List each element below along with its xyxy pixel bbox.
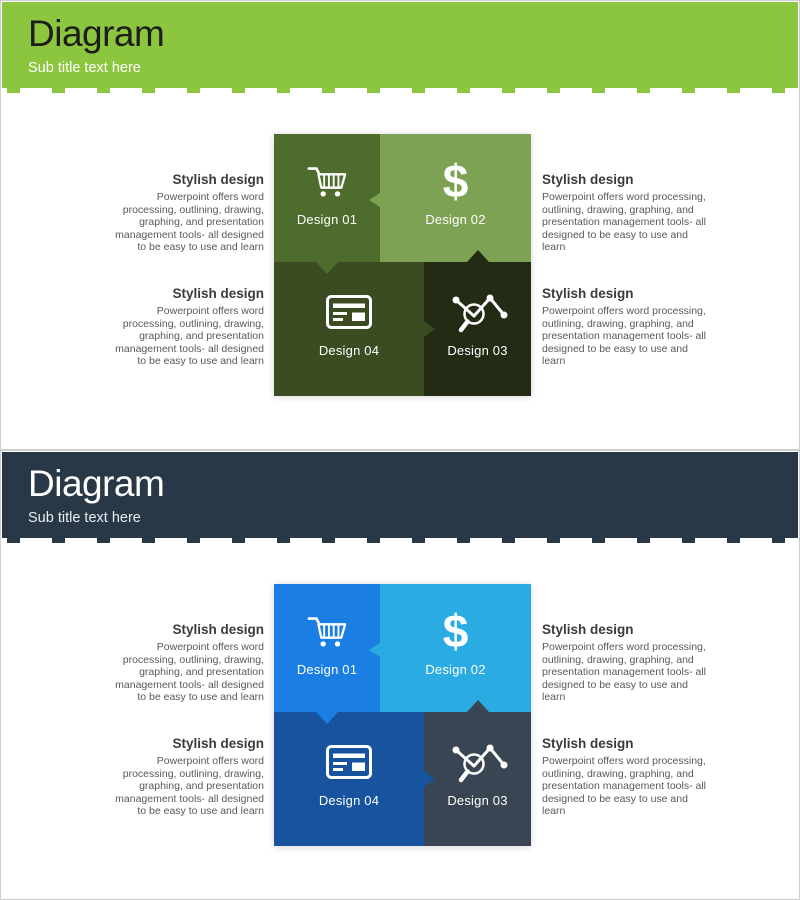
dollar-glyph: $ xyxy=(442,604,469,657)
slide-header xyxy=(2,452,798,538)
text-block-body: Powerpoint offers word processing, outlining, drawing, graphing, and presentation management tools- all designed to be easy to use and learn xyxy=(115,755,264,817)
text-block-body: Powerpoint offers word processing, outlining, drawing, graphing, and presentation management tools- all designed to be easy to use and learn xyxy=(542,305,707,367)
text-block-body: Powerpoint offers word processing, outlining, drawing, graphing, and presentation management tools- all designed to be easy to use and learn xyxy=(542,641,707,703)
grid-cell-design-02 xyxy=(380,584,531,712)
grid-cell-design-03 xyxy=(424,712,531,846)
grid-cell-design-01 xyxy=(274,134,380,262)
text-block-body: Powerpoint offers word processing, outlining, drawing, graphing, and presentation management tools- all designed to be easy to use and learn xyxy=(115,641,264,703)
text-block-heading: Stylish design xyxy=(542,286,634,301)
cell-label: Design 03 xyxy=(447,342,508,358)
page-subtitle: Sub title text here xyxy=(28,59,141,76)
cell-label: Design 03 xyxy=(447,792,508,808)
text-block-bottom-left xyxy=(106,286,264,368)
dollar-sign-icon xyxy=(442,154,469,207)
text-block-top-left xyxy=(106,172,264,254)
text-block-heading: Stylish design xyxy=(172,172,264,187)
slide-blue-diagram xyxy=(0,450,800,900)
cell-label: Design 01 xyxy=(296,661,358,677)
grid-cell-design-02 xyxy=(380,134,531,262)
page-subtitle: Sub title text here xyxy=(28,509,141,526)
text-block-body: Powerpoint offers word processing, outlining, drawing, graphing, and presentation management tools- all designed to be easy to use and learn xyxy=(115,305,264,367)
text-block-top-right xyxy=(542,172,712,254)
puzzle-grid xyxy=(274,584,531,846)
cell-label: Design 04 xyxy=(318,792,380,808)
text-block-bottom-right xyxy=(542,286,712,368)
shopping-cart-icon xyxy=(306,608,348,654)
cell-label: Design 04 xyxy=(318,342,380,358)
dollar-glyph: $ xyxy=(442,154,469,207)
text-block-body: Powerpoint offers word processing, outlining, drawing, graphing, and presentation management tools- all designed to be easy to use and learn xyxy=(542,191,707,253)
text-block-heading: Stylish design xyxy=(172,622,264,637)
puzzle-grid xyxy=(274,134,531,396)
text-block-body: Powerpoint offers word processing, outlining, drawing, graphing, and presentation management tools- all designed to be easy to use and learn xyxy=(542,755,707,817)
page-title: Diagram xyxy=(28,463,165,504)
grid-cell-design-04 xyxy=(274,262,424,396)
text-block-heading: Stylish design xyxy=(172,286,264,301)
text-block-bottom-right xyxy=(542,736,712,818)
dollar-sign-icon xyxy=(442,604,469,657)
line-chart-magnifier-icon xyxy=(448,289,508,335)
line-chart-magnifier-icon xyxy=(448,739,508,785)
header-perforation xyxy=(7,538,797,543)
credit-card-icon xyxy=(326,739,372,785)
grid-cell-design-04 xyxy=(274,712,424,846)
text-block-body: Powerpoint offers word processing, outlining, drawing, graphing, and presentation management tools- all designed to be easy to use and learn xyxy=(115,191,264,253)
text-block-bottom-left xyxy=(106,736,264,818)
text-block-heading: Stylish design xyxy=(542,622,634,637)
text-block-heading: Stylish design xyxy=(172,736,264,751)
header-perforation xyxy=(7,88,797,93)
page-title: Diagram xyxy=(28,13,165,54)
slide-header xyxy=(2,2,798,88)
grid-cell-design-01 xyxy=(274,584,380,712)
cell-label: Design 01 xyxy=(296,211,358,227)
grid-cell-design-03 xyxy=(424,262,531,396)
text-block-heading: Stylish design xyxy=(542,172,634,187)
cell-label: Design 02 xyxy=(425,661,486,677)
text-block-top-left xyxy=(106,622,264,704)
text-block-top-right xyxy=(542,622,712,704)
cell-label: Design 02 xyxy=(425,211,486,227)
text-block-heading: Stylish design xyxy=(542,736,634,751)
credit-card-icon xyxy=(326,289,372,335)
shopping-cart-icon xyxy=(306,158,348,204)
